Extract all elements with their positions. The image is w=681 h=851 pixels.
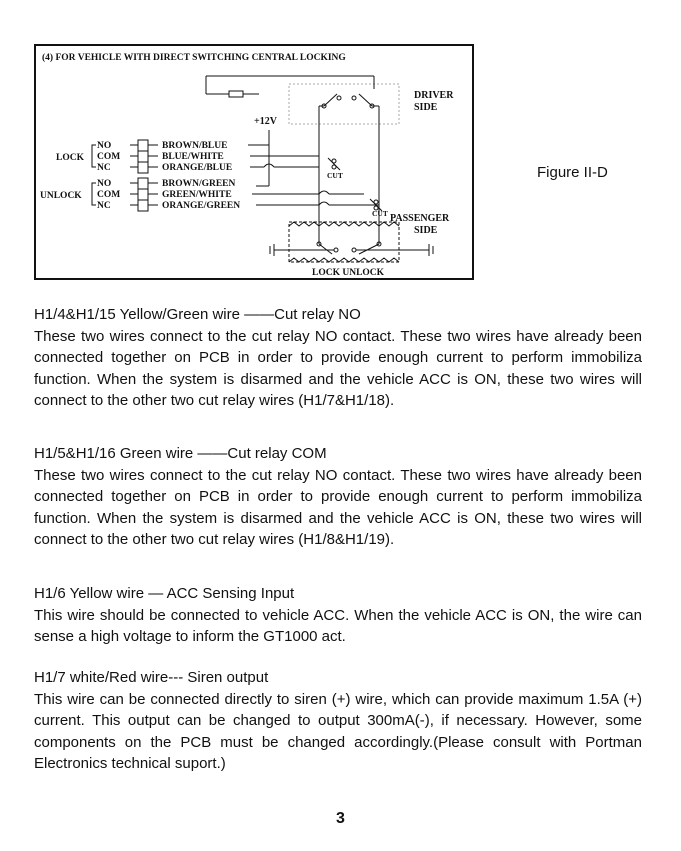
cut-label-2: CUT xyxy=(372,209,388,218)
voltage-label: +12V xyxy=(254,116,277,127)
wire-label-orange-green: ORANGE/GREEN xyxy=(162,201,241,211)
section-heading: H1/7 white/Red wire--- Siren output xyxy=(34,669,269,686)
section-body: This wire should be connected to vehicle ACC. When the vehicle ACC is ON, the wire can sense a high voltage to inform the GT1000 act. xyxy=(34,606,642,645)
section-acc-sensing xyxy=(34,583,642,648)
driver-side-label-2: SIDE xyxy=(414,102,438,113)
wire-label-brown-green: BROWN/GREEN xyxy=(162,179,236,189)
cut-label-1: CUT xyxy=(327,171,343,180)
figure-caption: Figure II-D xyxy=(537,164,608,181)
wire-label-brown-blue: BROWN/BLUE xyxy=(162,141,228,151)
section-heading: H1/4&H1/15 Yellow/Green wire ——Cut relay NO xyxy=(34,306,361,323)
diagram-frame xyxy=(35,45,473,279)
passenger-side-label-2: SIDE xyxy=(414,225,438,236)
page-number: 3 xyxy=(336,810,345,827)
driver-switch xyxy=(206,76,374,108)
wire-label-blue-white: BLUE/WHITE xyxy=(162,152,224,162)
unlock-group-label: UNLOCK xyxy=(40,191,82,201)
section-siren-output xyxy=(34,667,642,775)
contact-label-lock-no: NO xyxy=(97,141,112,151)
section-body: This wire can be connected directly to siren (+) wire, which can provide maximum 1.5A (+) current. This output can be changed to output 300mA(-), if necessary. However, some components on the PCB must be changed accordingly.(Please consult with Portman Electronics technical suport.) xyxy=(34,690,642,772)
section-heading: H1/5&H1/16 Green wire ——Cut relay COM xyxy=(34,445,327,462)
section-body: These two wires connect to the cut relay NO contact. These two wires have already been connected together on PCB in order to provide enough current to perform immobiliza function. When the system is disarmed and the vehicle ACC is ON, these two wires will connect to the other two cut relay wires (H1/8&H1/19). xyxy=(34,466,642,548)
wire-label-green-white: GREEN/WHITE xyxy=(162,190,232,200)
section-heading: H1/6 Yellow wire — ACC Sensing Input xyxy=(34,585,295,602)
passenger-side-label-1: PASSENGER xyxy=(390,213,450,224)
wire-label-orange-blue: ORANGE/BLUE xyxy=(162,163,233,173)
lock-group-label: LOCK xyxy=(56,153,84,163)
section-cut-relay-no xyxy=(34,304,642,412)
driver-side-label-1: DRIVER xyxy=(414,90,454,101)
cut-point-1 xyxy=(328,158,340,170)
contact-label-unlock-nc: NC xyxy=(97,201,111,211)
section-cut-relay-com xyxy=(34,443,642,551)
contact-label-lock-nc: NC xyxy=(97,163,111,173)
contact-label-unlock-com: COM xyxy=(97,190,121,200)
passenger-switch xyxy=(270,222,433,262)
contact-label-unlock-no: NO xyxy=(97,179,112,189)
contact-label-lock-com: COM xyxy=(97,152,121,162)
driver-switch-housing xyxy=(289,84,399,124)
lock-unlock-bottom-label: LOCK UNLOCK xyxy=(312,268,385,278)
wiring-diagram xyxy=(34,44,474,280)
section-body: These two wires connect to the cut relay NO contact. These two wires have already been connected together on PCB in order to provide enough current to perform immobiliza function. When the system is disarmed and the vehicle ACC is ON, these two wires will connect to the other two cut relay wires (H1/7&H1/18). xyxy=(34,327,642,409)
diagram-title: (4) FOR VEHICLE WITH DIRECT SWITCHING CENTRAL LOCKING xyxy=(42,53,346,63)
